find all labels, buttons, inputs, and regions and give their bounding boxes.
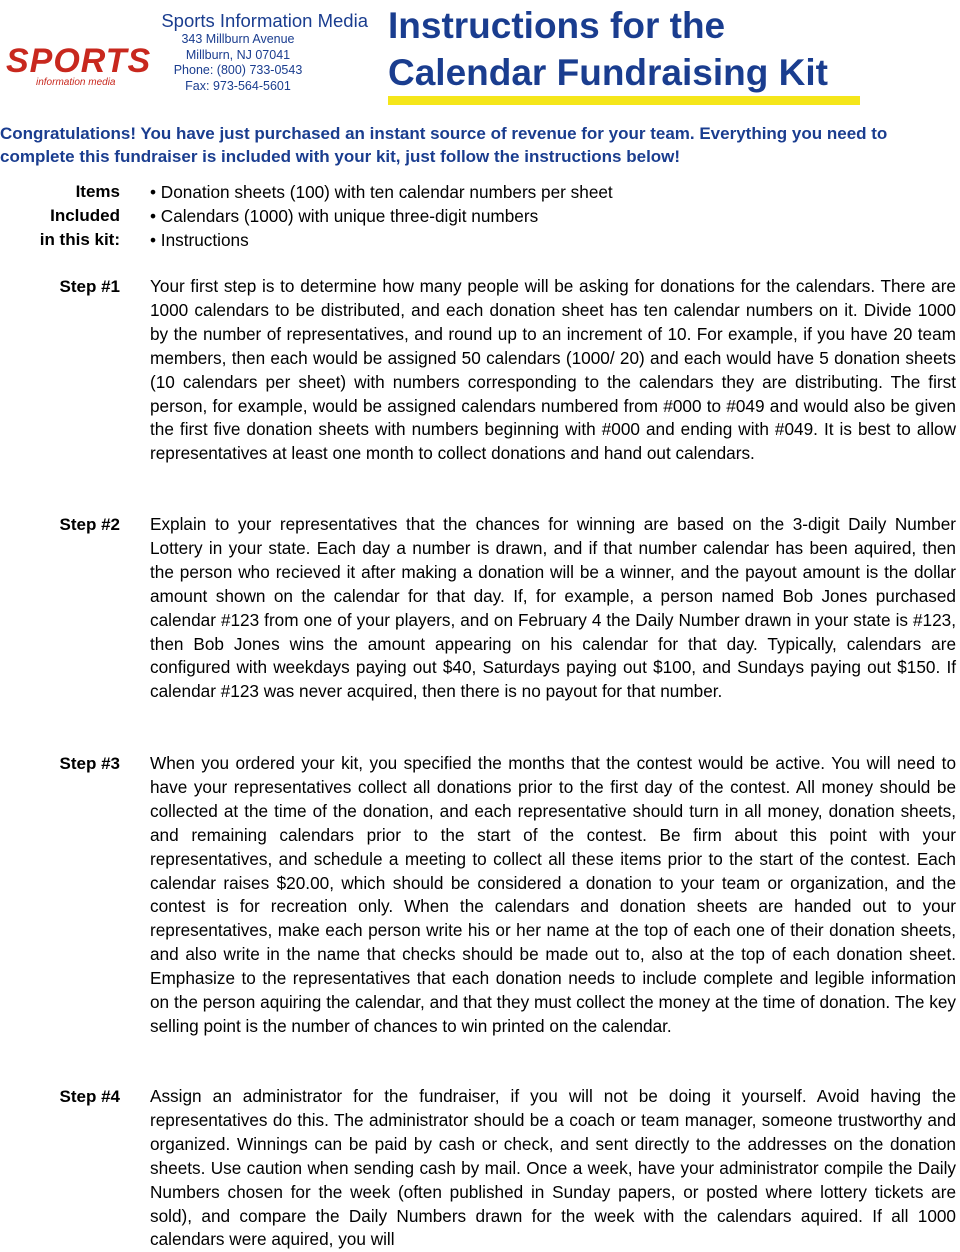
title-line1: Instructions for the (388, 5, 726, 46)
items-label (0, 180, 120, 252)
sports-logo (6, 42, 152, 92)
list-item: • Donation sheets (100) with ten calendar numbers per sheet (150, 180, 956, 204)
step-4-label: Step #4 (59, 1087, 120, 1106)
list-item: • Calendars (1000) with unique three-digit numbers (150, 204, 956, 228)
items-label-line1: Items (75, 182, 120, 201)
step-4-text: Assign an administrator for the fundraiser, if you will not be doing it yourself. Avoid having the representatives do this. The administrator should be a coach or team manager, someone trustworthy and organized. Winnings can be paid by cash or check, and sent directly to the addresses on the donation sheets. Use caution when sending cash by mail. Once a week, have your administrator compile the Daily Numbers chosen for the week (often published in Sunday papers, or posted where lottery tickets are sold), and compare the Daily Numbers drawn for the week with the calendars aquired. If all 1000 calendars were aquired, you will (150, 1086, 956, 1250)
title-underline (388, 96, 860, 105)
company-fax: Fax: 973-564-5601 (185, 78, 291, 93)
items-label-line2: Included (50, 206, 120, 225)
step-2-text: Explain to your representatives that the chances for winning are based on the 3-digit Daily Number Lottery in your state. Each day a number is drawn, and if that number calendar has been aquired, then the person who recieved it after making a donation will be a winner, and the payout amount is the dollar amount shown on the calendar for that day. If, for example, a person named Bob Jones purchased calendar #123 from one of your players, and on February 4 the Daily Number drawn in your state is #123, then Bob Jones wins the amount appearing on his calendar for that day. Typically, calendars are configured with weekdays paying out $40, Saturdays paying out $100, and Sundays paying out $150. If calendar #123 was never acquired, then there is no payout for that number. (150, 514, 956, 702)
step-1-text: Your first step is to determine how many people will be asking for donations for the calendars. There are 1000 calendars to be distributed, and each donation sheet has ten calendar numbers on it. Divide 1000 by the number of representatives, and round up to an increment of 10. For example, if you have 20 team members, then each would be assigned 50 calendars (1000/ 20) and each would have 5 donation sheets (10 calendars per sheet) with numbers corresponding to the calendars they are distributing. The first person, for example, would be assigned calendars numbered from #000 to #049 and would also be given the first five donation sheets with numbers beginning with #000 and ending with #049. It is best to allow representatives at least one month to collect donations and hand out calendars. (150, 276, 956, 464)
step-1-label: Step #1 (59, 277, 120, 296)
logo-subtitle: information media (36, 77, 116, 88)
page-title (388, 2, 828, 96)
items-label-line3: in this kit: (39, 230, 120, 249)
title-line2: Calendar Fundraising Kit (388, 52, 828, 93)
company-name: Sports Information Media (161, 10, 368, 31)
company-address-line2: Millburn, NJ 07041 (185, 47, 291, 62)
intro-text: Congratulations! You have just purchased an instant source of revenue for your team. Everything you need to complete this fundraiser is included with your kit, just follow the instructions below! (0, 124, 888, 166)
logo-wordmark: SPORTS (6, 42, 152, 80)
company-address-line1: 343 Millburn Avenue (181, 32, 295, 46)
header (0, 0, 960, 110)
list-item: • Instructions (150, 228, 956, 252)
step-3-text: When you ordered your kit, you specified the months that the contest would be active. You will need to have your representatives collect all donations prior to the first day of the contest. All money should be collected at the time of the donation, and each representative should turn in all money, donation sheets, and remaining calendars prior to the start of the contest. Be firm about this point with your representatives, and schedule a meeting to collect all these items prior to the start of the contest. Each calendar raises $20.00, which should be considered a donation to your team or organization, and the contest is for recreation only. When the calendars and donation sheets are handed out to your representatives, make each person write his or her name at the top of each one of their donation sheets, and also write in the name that checks should be made out to, also at the top of each donation sheet. Emphasize to the representatives that each donation needs to include complete and legible information on the person aquiring the calendar, and that they must collect the money at the time of donation. The key selling point is the number of chances to win printed on the calendar. (150, 753, 956, 1036)
step-3-label: Step #3 (59, 754, 120, 773)
step-2-label: Step #2 (59, 515, 120, 534)
company-phone: Phone: (800) 733-0543 (173, 63, 303, 77)
items-list (150, 180, 956, 252)
